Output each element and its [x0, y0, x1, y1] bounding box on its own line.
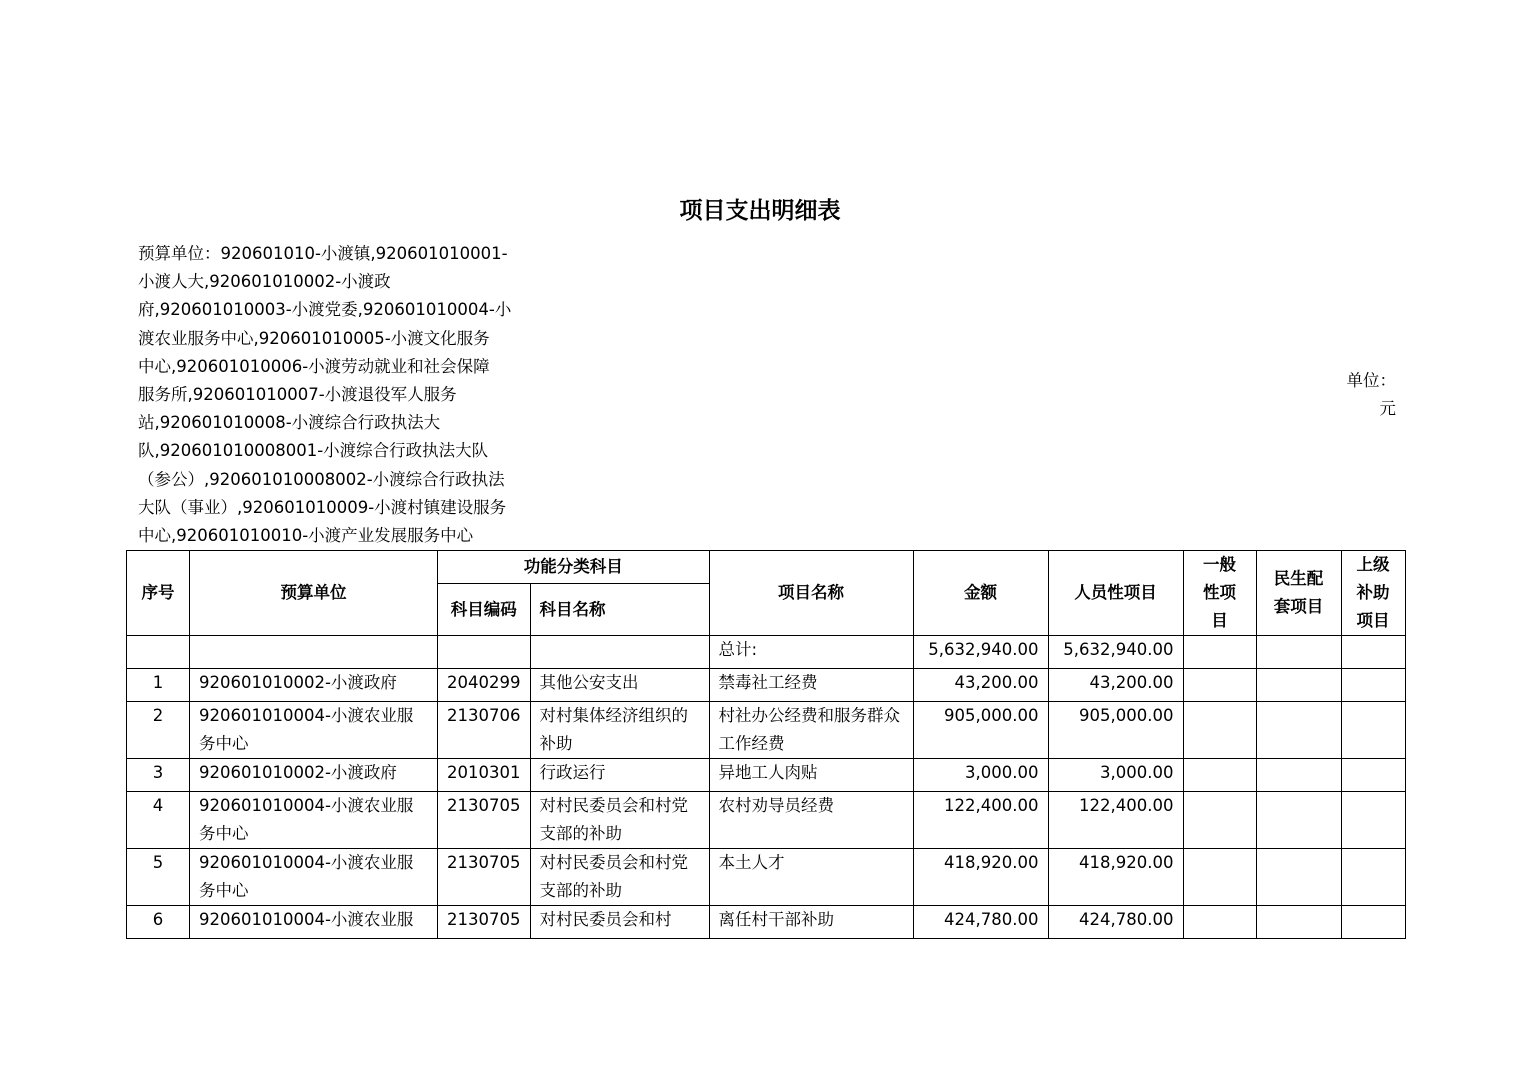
row-amount: 3,000.00	[913, 759, 1048, 792]
row-livelihood	[1256, 792, 1341, 849]
row-seq: 2	[127, 702, 190, 759]
currency-unit-label	[1336, 367, 1396, 423]
budget-unit-line: 渡农业服务中心,920601010005-小渡文化服务	[138, 328, 490, 348]
table-row	[127, 702, 1406, 759]
row-budget-unit	[190, 669, 438, 702]
total-label: 总计:	[709, 636, 913, 669]
header-project-name: 项目名称	[709, 551, 913, 636]
row-personnel: 122,400.00	[1048, 792, 1183, 849]
row-project-name	[709, 849, 913, 906]
total-amount: 5,632,940.00	[913, 636, 1048, 669]
row-superior	[1341, 906, 1405, 939]
row-general	[1183, 849, 1256, 906]
row-livelihood	[1256, 849, 1341, 906]
budget-unit-line: （参公）,920601010008002-小渡综合行政执法	[138, 469, 505, 489]
row-subject-code: 2130705	[438, 849, 531, 906]
table-row	[127, 759, 1406, 792]
header-subject-name: 科目名称	[530, 584, 709, 636]
header-seq: 序号	[127, 551, 190, 636]
row-budget-unit	[190, 759, 438, 792]
row-subject-code: 2010301	[438, 759, 531, 792]
table-row	[127, 669, 1406, 702]
row-general	[1183, 702, 1256, 759]
table-row	[127, 849, 1406, 906]
table-row	[127, 906, 1406, 939]
page-title: 项目支出明细表	[679, 198, 841, 224]
row-subject-name	[530, 669, 709, 702]
row-subject-name	[530, 792, 709, 849]
row-general	[1183, 759, 1256, 792]
row-personnel: 905,000.00	[1048, 702, 1183, 759]
row-superior	[1341, 702, 1405, 759]
project-expenditure-table	[126, 550, 1406, 939]
row-general	[1183, 906, 1256, 939]
budget-unit-line: 队,920601010008001-小渡综合行政执法大队	[138, 441, 489, 461]
table-header-row	[127, 551, 1406, 584]
row-livelihood	[1256, 669, 1341, 702]
row-budget-unit-text: 920601010004-小渡农业服	[199, 910, 414, 929]
header-livelihood-line: 套项目	[1273, 597, 1324, 616]
row-personnel: 3,000.00	[1048, 759, 1183, 792]
row-livelihood	[1256, 702, 1341, 759]
total-seq	[127, 636, 190, 669]
budget-unit-line: 站,920601010008-小渡综合行政执法大	[138, 413, 441, 433]
row-budget-unit-text: 920601010004-小渡农业服务中心	[199, 706, 414, 753]
row-seq: 6	[127, 906, 190, 939]
row-budget-unit	[190, 906, 438, 939]
row-project-name-text: 村社办公经费和服务群众工作经费	[718, 706, 900, 753]
row-livelihood	[1256, 906, 1341, 939]
header-livelihood-project	[1256, 551, 1341, 636]
header-general-line: 一般	[1203, 555, 1236, 574]
header-general-line: 性项	[1203, 583, 1236, 602]
row-subject-name-text: 其他公安支出	[539, 673, 639, 692]
total-unit	[190, 636, 438, 669]
row-superior	[1341, 759, 1405, 792]
row-seq: 5	[127, 849, 190, 906]
row-subject-code: 2130705	[438, 906, 531, 939]
budget-unit-line: 中心,920601010010-小渡产业发展服务中心	[138, 526, 474, 546]
row-superior	[1341, 792, 1405, 849]
header-amount: 金额	[913, 551, 1048, 636]
row-subject-name-text: 行政运行	[539, 763, 606, 782]
table-row	[127, 792, 1406, 849]
row-seq: 3	[127, 759, 190, 792]
table-total-row	[127, 636, 1406, 669]
row-budget-unit-text: 920601010002-小渡政府	[199, 673, 397, 692]
header-superior-line: 补助	[1356, 583, 1390, 602]
budget-unit-line: 大队（事业）,920601010009-小渡村镇建设服务	[138, 497, 507, 517]
row-budget-unit	[190, 849, 438, 906]
row-superior	[1341, 849, 1405, 906]
total-subject	[530, 636, 709, 669]
header-function-classification: 功能分类科目	[438, 551, 710, 584]
row-personnel: 424,780.00	[1048, 906, 1183, 939]
row-subject-name	[530, 849, 709, 906]
row-project-name	[709, 702, 913, 759]
row-superior	[1341, 669, 1405, 702]
total-superior	[1341, 636, 1405, 669]
row-amount: 122,400.00	[913, 792, 1048, 849]
row-subject-name	[530, 906, 709, 939]
row-budget-unit-text: 920601010002-小渡政府	[199, 763, 397, 782]
unit-label-text: 单位：	[1346, 371, 1396, 390]
row-general	[1183, 792, 1256, 849]
header-budget-unit: 预算单位	[190, 551, 438, 636]
budget-unit-line: 小渡人大,920601010002-小渡政	[138, 272, 391, 292]
row-project-name-text: 本土人才	[718, 853, 785, 872]
row-project-name	[709, 759, 913, 792]
row-subject-name-text: 对村民委员会和村党支部的补助	[539, 853, 688, 900]
total-personnel: 5,632,940.00	[1048, 636, 1183, 669]
row-subject-code: 2130706	[438, 702, 531, 759]
row-subject-name	[530, 759, 709, 792]
header-subject-code: 科目编码	[438, 584, 531, 636]
row-subject-code: 2040299	[438, 669, 531, 702]
row-personnel: 43,200.00	[1048, 669, 1183, 702]
total-code	[438, 636, 531, 669]
row-project-name-text: 异地工人肉贴	[718, 763, 818, 782]
row-amount: 418,920.00	[913, 849, 1048, 906]
header-personnel-project: 人员性项目	[1048, 551, 1183, 636]
row-seq: 1	[127, 669, 190, 702]
row-budget-unit	[190, 792, 438, 849]
budget-unit-line: 服务所,920601010007-小渡退役军人服务	[138, 385, 457, 405]
budget-unit-description	[138, 240, 523, 550]
total-general	[1183, 636, 1256, 669]
row-amount: 905,000.00	[913, 702, 1048, 759]
header-general-project	[1183, 551, 1256, 636]
header-superior-line: 上级	[1356, 555, 1390, 574]
total-livelihood	[1256, 636, 1341, 669]
row-subject-name-text: 对村民委员会和村	[539, 910, 672, 929]
row-livelihood	[1256, 759, 1341, 792]
row-project-name-text: 禁毒社工经费	[718, 673, 818, 692]
row-seq: 4	[127, 792, 190, 849]
row-subject-name-text: 对村集体经济组织的补助	[539, 706, 688, 753]
header-superior-subsidy	[1341, 551, 1405, 636]
header-superior-line: 项目	[1356, 611, 1390, 630]
row-amount: 43,200.00	[913, 669, 1048, 702]
row-budget-unit-text: 920601010004-小渡农业服务中心	[199, 796, 414, 843]
budget-unit-line: 中心,920601010006-小渡劳动就业和社会保障	[138, 356, 490, 376]
budget-unit-line: 预算单位：920601010-小渡镇,920601010001-	[138, 244, 508, 263]
row-project-name-text: 离任村干部补助	[718, 910, 834, 929]
row-personnel: 418,920.00	[1048, 849, 1183, 906]
row-subject-code: 2130705	[438, 792, 531, 849]
row-project-name	[709, 792, 913, 849]
budget-unit-line: 府,920601010003-小渡党委,920601010004-小	[138, 300, 512, 320]
header-general-line: 目	[1211, 611, 1228, 630]
row-project-name-text: 农村劝导员经费	[718, 796, 834, 815]
row-budget-unit	[190, 702, 438, 759]
row-subject-name-text: 对村民委员会和村党支部的补助	[539, 796, 688, 843]
row-amount: 424,780.00	[913, 906, 1048, 939]
header-livelihood-line: 民生配	[1273, 569, 1324, 588]
row-subject-name	[530, 702, 709, 759]
row-budget-unit-text: 920601010004-小渡农业服务中心	[199, 853, 414, 900]
unit-label-value: 元	[1379, 399, 1396, 418]
row-project-name	[709, 669, 913, 702]
row-general	[1183, 669, 1256, 702]
row-project-name	[709, 906, 913, 939]
